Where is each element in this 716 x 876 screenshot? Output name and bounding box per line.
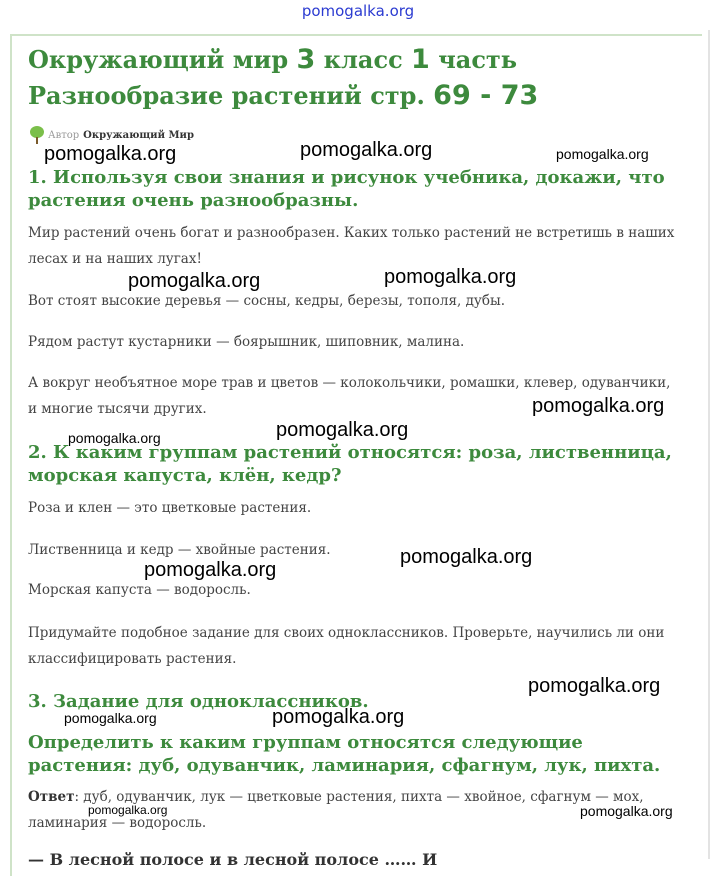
page-border-right — [708, 30, 710, 859]
answer-2-para-4: Придумайте подобное задание для своих одноклассников. Проверьте, научились ли они классифицировать растения. — [28, 625, 665, 667]
site-watermark-top: pomogalka.org — [301, 2, 415, 20]
watermark: pomogalka.org — [556, 146, 649, 162]
watermark: pomogalka.org — [580, 803, 673, 819]
question-3: 3. Задание для одноклассников. — [28, 691, 369, 712]
question-1: 1. Используя свои знания и рисунок учебника, докажи, что растения очень разнообразны. — [28, 167, 665, 211]
answer-3-label: Ответ — [28, 789, 75, 805]
question-2: 2. К каким группам растений относятся: роза, лиственница, морская капуста, клён, кедр? — [28, 442, 672, 486]
title-part1: Окружающий мир — [28, 45, 297, 74]
answer-2-para-3: Морская капуста — водоросль. — [28, 582, 251, 598]
watermark: pomogalka.org — [384, 266, 517, 288]
answer-1-para-1: Мир растений очень богат и разнообразен. Каких только растений не встретишь в наших лесах и на наших лугах! — [28, 225, 675, 267]
author-name[interactable]: Окружающий Мир — [83, 129, 194, 141]
answer-1-para-2: Вот стоят высокие деревья — сосны, кедры, березы, тополя, дубы. — [28, 293, 506, 309]
answer-1-para-4: А вокруг необъятное море трав и цветов — колокольчики, ромашки, клевер, одуванчики, и многие тысячи других. — [28, 375, 671, 417]
watermark: pomogalka.org — [144, 559, 277, 581]
question-3-subtitle: Определить к каким группам относятся следующие растения: дуб, одуванчик, ламинария, сфагнум, лук, пихта. — [28, 732, 661, 776]
watermark: pomogalka.org — [64, 710, 157, 726]
answer-2-para-1: Роза и клен — это цветковые растения. — [28, 500, 312, 516]
cut-off-line: — В лесной полосе и в лесной полосе …… И — [28, 850, 438, 869]
watermark: pomogalka.org — [88, 803, 168, 817]
tree-icon — [30, 126, 44, 144]
author-label: Автор — [48, 129, 80, 141]
watermark: pomogalka.org — [68, 430, 161, 446]
title-part-number: 1 — [411, 44, 430, 75]
watermark: pomogalka.org — [528, 675, 661, 697]
title-pages: 69 - 73 — [433, 80, 539, 111]
author-line — [30, 126, 194, 144]
title-part2: класс — [315, 45, 412, 74]
title-part3: часть Разнообразие растений стр. — [28, 45, 518, 110]
watermark: pomogalka.org — [276, 419, 409, 441]
watermark: pomogalka.org — [272, 706, 405, 728]
watermark: pomogalka.org — [128, 270, 261, 292]
watermark: pomogalka.org — [400, 546, 533, 568]
title-grade: 3 — [296, 44, 316, 75]
page-title — [28, 42, 688, 114]
watermark: pomogalka.org — [44, 143, 177, 165]
watermark: pomogalka.org — [532, 395, 665, 417]
answer-1-para-3: Рядом растут кустарники — боярышник, шиповник, малина. — [28, 334, 465, 350]
watermark: pomogalka.org — [300, 139, 433, 161]
answer-2-para-2: Лиственница и кедр — хвойные растения. — [28, 542, 331, 558]
answer-3-text: : дуб, одуванчик, лук — цветковые растения, пихта — хвойное, сфагнум — мох, ламинария — водоросль. — [28, 789, 644, 831]
